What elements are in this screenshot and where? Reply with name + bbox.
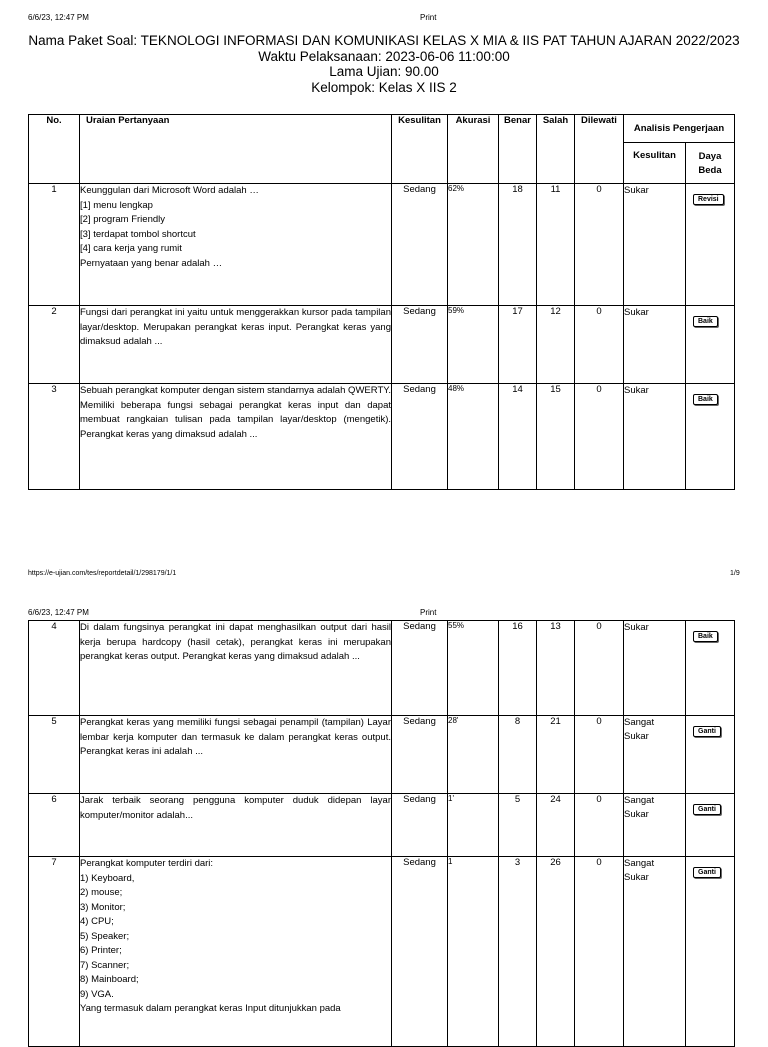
question-text: Keunggulan dari Microsoft Word adalah … [1] menu lengkap [2] program Friendly [3] terdapat tombol shortcut [4] cara kerja yang rumit Pernyataan yang benar adalah … [80,184,392,306]
ganti-button[interactable]: Ganti [693,726,721,737]
page-footer-url[interactable]: https://e-ujian.com/tes/reportdetail/1/298179/1/1 [28,570,177,577]
row-benar: 18 [499,184,537,306]
header-salah: Salah [537,115,575,184]
question-text: Di dalam fungsinya perangkat ini dapat menghasilkan output dari hasil kerja berupa hardcopy (hasil cetak), perangkat keras ini merupakan perangkat keras output. Perangkat keras yang dimaksud adalah ... [80,621,392,716]
table-row [29,306,735,384]
row-daya-beda-cell [686,306,735,384]
row-daya-beda-cell [686,184,735,306]
header-dilewati: Dilewati [575,115,624,184]
ganti-button[interactable]: Ganti [693,867,721,878]
revisi-button[interactable]: Revisi [693,194,724,205]
question-text: Jarak terbaik seorang pengguna komputer duduk didepan layar komputer/monitor adalah... [80,794,392,857]
row-akurasi: 48% [448,384,499,490]
row-benar: 14 [499,384,537,490]
table-row [29,716,735,794]
row-benar: 8 [499,716,537,794]
row-no: 6 [29,794,80,857]
row-benar: 17 [499,306,537,384]
header-kesulitan: Kesulitan [392,115,448,184]
row-kesulitan: Sedang [392,184,448,306]
report-title [0,33,768,95]
row-daya-beda-cell [686,794,735,857]
header-uraian: Uraian Pertanyaan [80,115,392,184]
question-analysis-table-page1 [28,114,735,490]
row-benar: 16 [499,621,537,716]
header-benar: Benar [499,115,537,184]
row-analisis-kesulitan: Sukar [624,306,686,384]
header-analisis: Analisis Pengerjaan [624,115,735,143]
row-no: 1 [29,184,80,306]
row-kesulitan: Sedang [392,621,448,716]
row-analisis-kesulitan: Sukar [624,384,686,490]
row-no: 5 [29,716,80,794]
row-akurasi: 62% [448,184,499,306]
ganti-button[interactable]: Ganti [693,804,721,815]
table-row [29,184,735,306]
table-row [29,621,735,716]
page-number: 1/9 [730,570,740,577]
header-sub-kesulitan: Kesulitan [624,143,686,184]
title-line-group: Kelompok: Kelas X IIS 2 [311,79,457,95]
row-salah: 26 [537,857,575,1047]
row-salah: 12 [537,306,575,384]
title-line-duration: Lama Ujian: 90.00 [329,64,439,79]
row-kesulitan: Sedang [392,794,448,857]
row-akurasi: 28' [448,716,499,794]
question-text: Perangkat komputer terdiri dari: 1) Keyboard, 2) mouse; 3) Monitor; 4) CPU; 5) Speaker; 6) Printer; 7) Scanner; 8) Mainboard; 9) VGA. Yang termasuk dalam perangkat keras Input ditunjukkan pada [80,857,392,1047]
print-datetime-page2: 6/6/23, 12:47 PM [28,608,89,617]
row-no: 7 [29,857,80,1047]
row-akurasi: 1' [448,794,499,857]
row-dilewati: 0 [575,621,624,716]
row-no: 3 [29,384,80,490]
row-kesulitan: Sedang [392,857,448,1047]
baik-button[interactable]: Baik [693,394,718,405]
row-dilewati: 0 [575,794,624,857]
row-no: 2 [29,306,80,384]
row-daya-beda-cell [686,384,735,490]
question-text: Perangkat keras yang memiliki fungsi sebagai penampil (tampilan) Layar lembar kerja komputer dan termasuk ke dalam perangkat keras output. Perangkat keras ini adalah ... [80,716,392,794]
row-daya-beda-cell [686,621,735,716]
row-kesulitan: Sedang [392,384,448,490]
row-analisis-kesulitan: Sangat Sukar [624,794,686,857]
table-row [29,384,735,490]
row-dilewati: 0 [575,857,624,1047]
header-no: No. [29,115,80,184]
header-sub-daya-beda: Daya Beda [686,143,735,184]
table-row [29,857,735,1047]
row-salah: 13 [537,621,575,716]
row-dilewati: 0 [575,306,624,384]
title-line-package: Nama Paket Soal: TEKNOLOGI INFORMASI DAN KOMUNIKASI KELAS X MIA & IIS PAT TAHUN AJARAN 2022/2023 [28,33,740,48]
row-benar: 5 [499,794,537,857]
question-analysis-table-page2 [28,620,735,1047]
row-daya-beda-cell [686,716,735,794]
row-analisis-kesulitan: Sukar [624,184,686,306]
row-analisis-kesulitan: Sangat Sukar [624,716,686,794]
question-text: Sebuah perangkat komputer dengan sistem standarnya adalah QWERTY. Memiliki beberapa fungsi sebagai perangkat keras input dan dapat membuat rangkaian tulisan pada tampilan layar/desktop (mengetik). Perangkat keras yang dimaksud adalah ... [80,384,392,490]
baik-button[interactable]: Baik [693,316,718,327]
row-salah: 15 [537,384,575,490]
row-akurasi: 1 [448,857,499,1047]
header-akurasi: Akurasi [448,115,499,184]
row-analisis-kesulitan: Sangat Sukar [624,857,686,1047]
row-salah: 21 [537,716,575,794]
row-dilewati: 0 [575,384,624,490]
print-datetime: 6/6/23, 12:47 PM [28,13,89,22]
row-dilewati: 0 [575,716,624,794]
row-akurasi: 55% [448,621,499,716]
row-dilewati: 0 [575,184,624,306]
row-salah: 11 [537,184,575,306]
table-row [29,794,735,857]
row-daya-beda-cell [686,857,735,1047]
row-kesulitan: Sedang [392,716,448,794]
question-text: Fungsi dari perangkat ini yaitu untuk menggerakkan kursor pada tampilan layar/desktop. Merupakan perangkat keras input. Perangkat keras yang dimaksud adalah ... [80,306,392,384]
row-benar: 3 [499,857,537,1047]
print-label-page2: Print [420,608,437,617]
row-salah: 24 [537,794,575,857]
row-kesulitan: Sedang [392,306,448,384]
baik-button[interactable]: Baik [693,631,718,642]
row-no: 4 [29,621,80,716]
row-analisis-kesulitan: Sukar [624,621,686,716]
print-label: Print [420,13,437,22]
row-akurasi: 59% [448,306,499,384]
title-line-time: Waktu Pelaksanaan: 2023-06-06 11:00:00 [258,48,510,64]
